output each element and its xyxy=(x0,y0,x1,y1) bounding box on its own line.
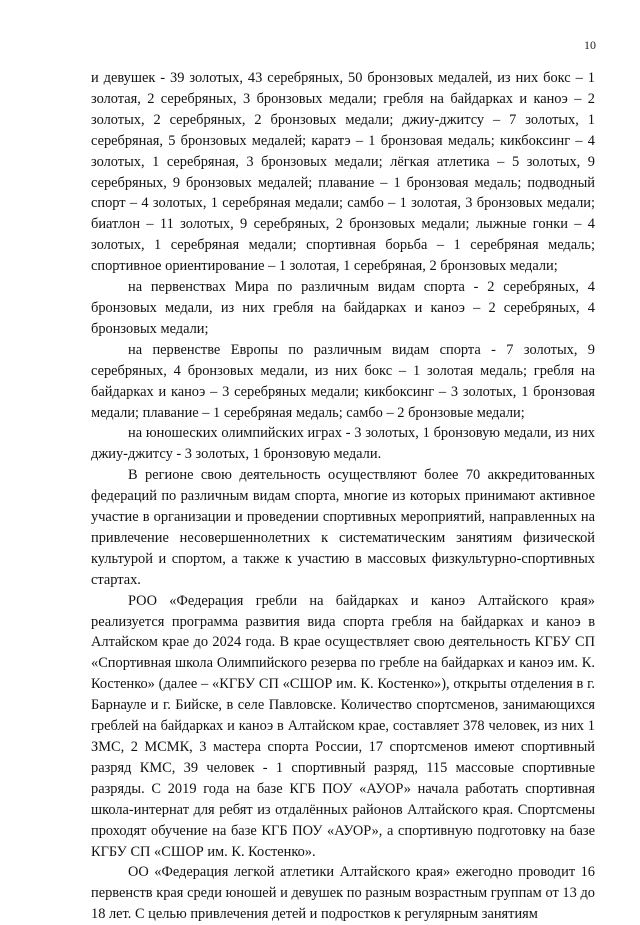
body-text xyxy=(91,68,595,925)
paragraph-federations: В регионе свою деятельность осуществляют более 70 аккредитованных федераций по различным видам спорта, многие из которых принимают активное участие в организации и проведении спортивных мероприятий, направленных на привлечение несовершеннолетних к систематическим занятиям физической культурой и спортом, а также к участию в массовых физкультурно-спортивных стартах. xyxy=(91,467,595,588)
paragraph-canoe-federation: РОО «Федерация гребли на байдарках и каноэ Алтайского края» реализуется программа развития вида спорта гребля на байдарках и каноэ в Алтайском крае до 2024 года. В крае осуществляет свою деятельность КГБУ СП «Спортивная школа Олимпийского резерва по гребле на байдарках и каноэ им. К. Костенко» (далее – «КГБУ СП «СШОР им. К. Костенко»), открыты отделения в г. Барнауле и г. Бийске, в селе Павловске. Количество спортсменов, занимающихся греблей на байдарках и каноэ в Алтайском крае, составляет 378 человек, из них 1 ЗМС, 2 МСМК, 3 мастера спорта России, 17 спортсменов имеют спортивный разряд КМС, 39 человек - 1 спортивный разряд, 115 массовые спортивные разряды. С 2019 года на базе КГБ ПОУ «АУОР» начала работать спортивная школа-интернат для ребят из отдалённых районов Алтайского края. Спортсмены проходят обучение на базе КГБ ПОУ «АУОР», а спортивную подготовку на базе КГБУ СП «СШОР им. К. Костенко». xyxy=(91,592,595,860)
paragraph-athletics-federation: ОО «Федерация легкой атлетики Алтайского края» ежегодно проводит 16 первенств края среди юношей и девушек по разным возрастным группам от 13 до 18 лет. С целью привлечения детей и подростков к регулярным занятиям xyxy=(91,864,595,923)
paragraph-medals-youth: и девушек - 39 золотых, 43 серебряных, 50 бронзовых медалей, из них бокс – 1 золотая, 2 серебряных, 3 бронзовых медали; гребля на байдарках и каноэ – 2 золотых, 2 серебряных, 2 бронзовых медали; джиу-джитсу – 7 золотых, 1 серебряная, 5 бронзовых медалей; каратэ – 1 бронзовая медаль; кикбоксинг – 4 золотых, 1 серебряная, 3 бронзовых медали; лёгкая атлетика – 5 золотых, 9 серебряных, 9 бронзовых медалей; плавание – 1 бронзовая медаль; подводный спорт – 4 золотых, 1 серебряная медали; самбо – 1 золотая, 3 бронзовых медали; биатлон – 11 золотых, 9 серебряных, 2 бронзовых медали; лыжные гонки – 4 золотых, 1 серебряная медали; спортивная борьба – 1 серебряная медаль; спортивное ориентирование – 1 золотая, 1 серебряная, 2 бронзовых медали; xyxy=(91,70,595,275)
paragraph-world-championships: на первенствах Мира по различным видам спорта - 2 серебряных, 4 бронзовых медали, из них гребля на байдарках и каноэ – 2 серебряных, 4 бронзовых медали; xyxy=(91,279,595,337)
paragraph-youth-olympics: на юношеских олимпийских играх - 3 золотых, 1 бронзовую медали, из них джиу-джитсу - 3 золотых, 1 бронзовую медали. xyxy=(91,425,595,463)
page-number: 10 xyxy=(584,38,596,52)
paragraph-europe-championship: на первенстве Европы по различным видам спорта - 7 золотых, 9 серебряных, 4 бронзовых медали, из них бокс – 1 золотая медаль; гребля на байдарках и каноэ – 3 серебряных медали; кикбоксинг – 3 золотых, 1 бронзовая медали; плавание – 1 серебряная медаль; самбо – 2 бронзовые медали; xyxy=(91,341,595,421)
